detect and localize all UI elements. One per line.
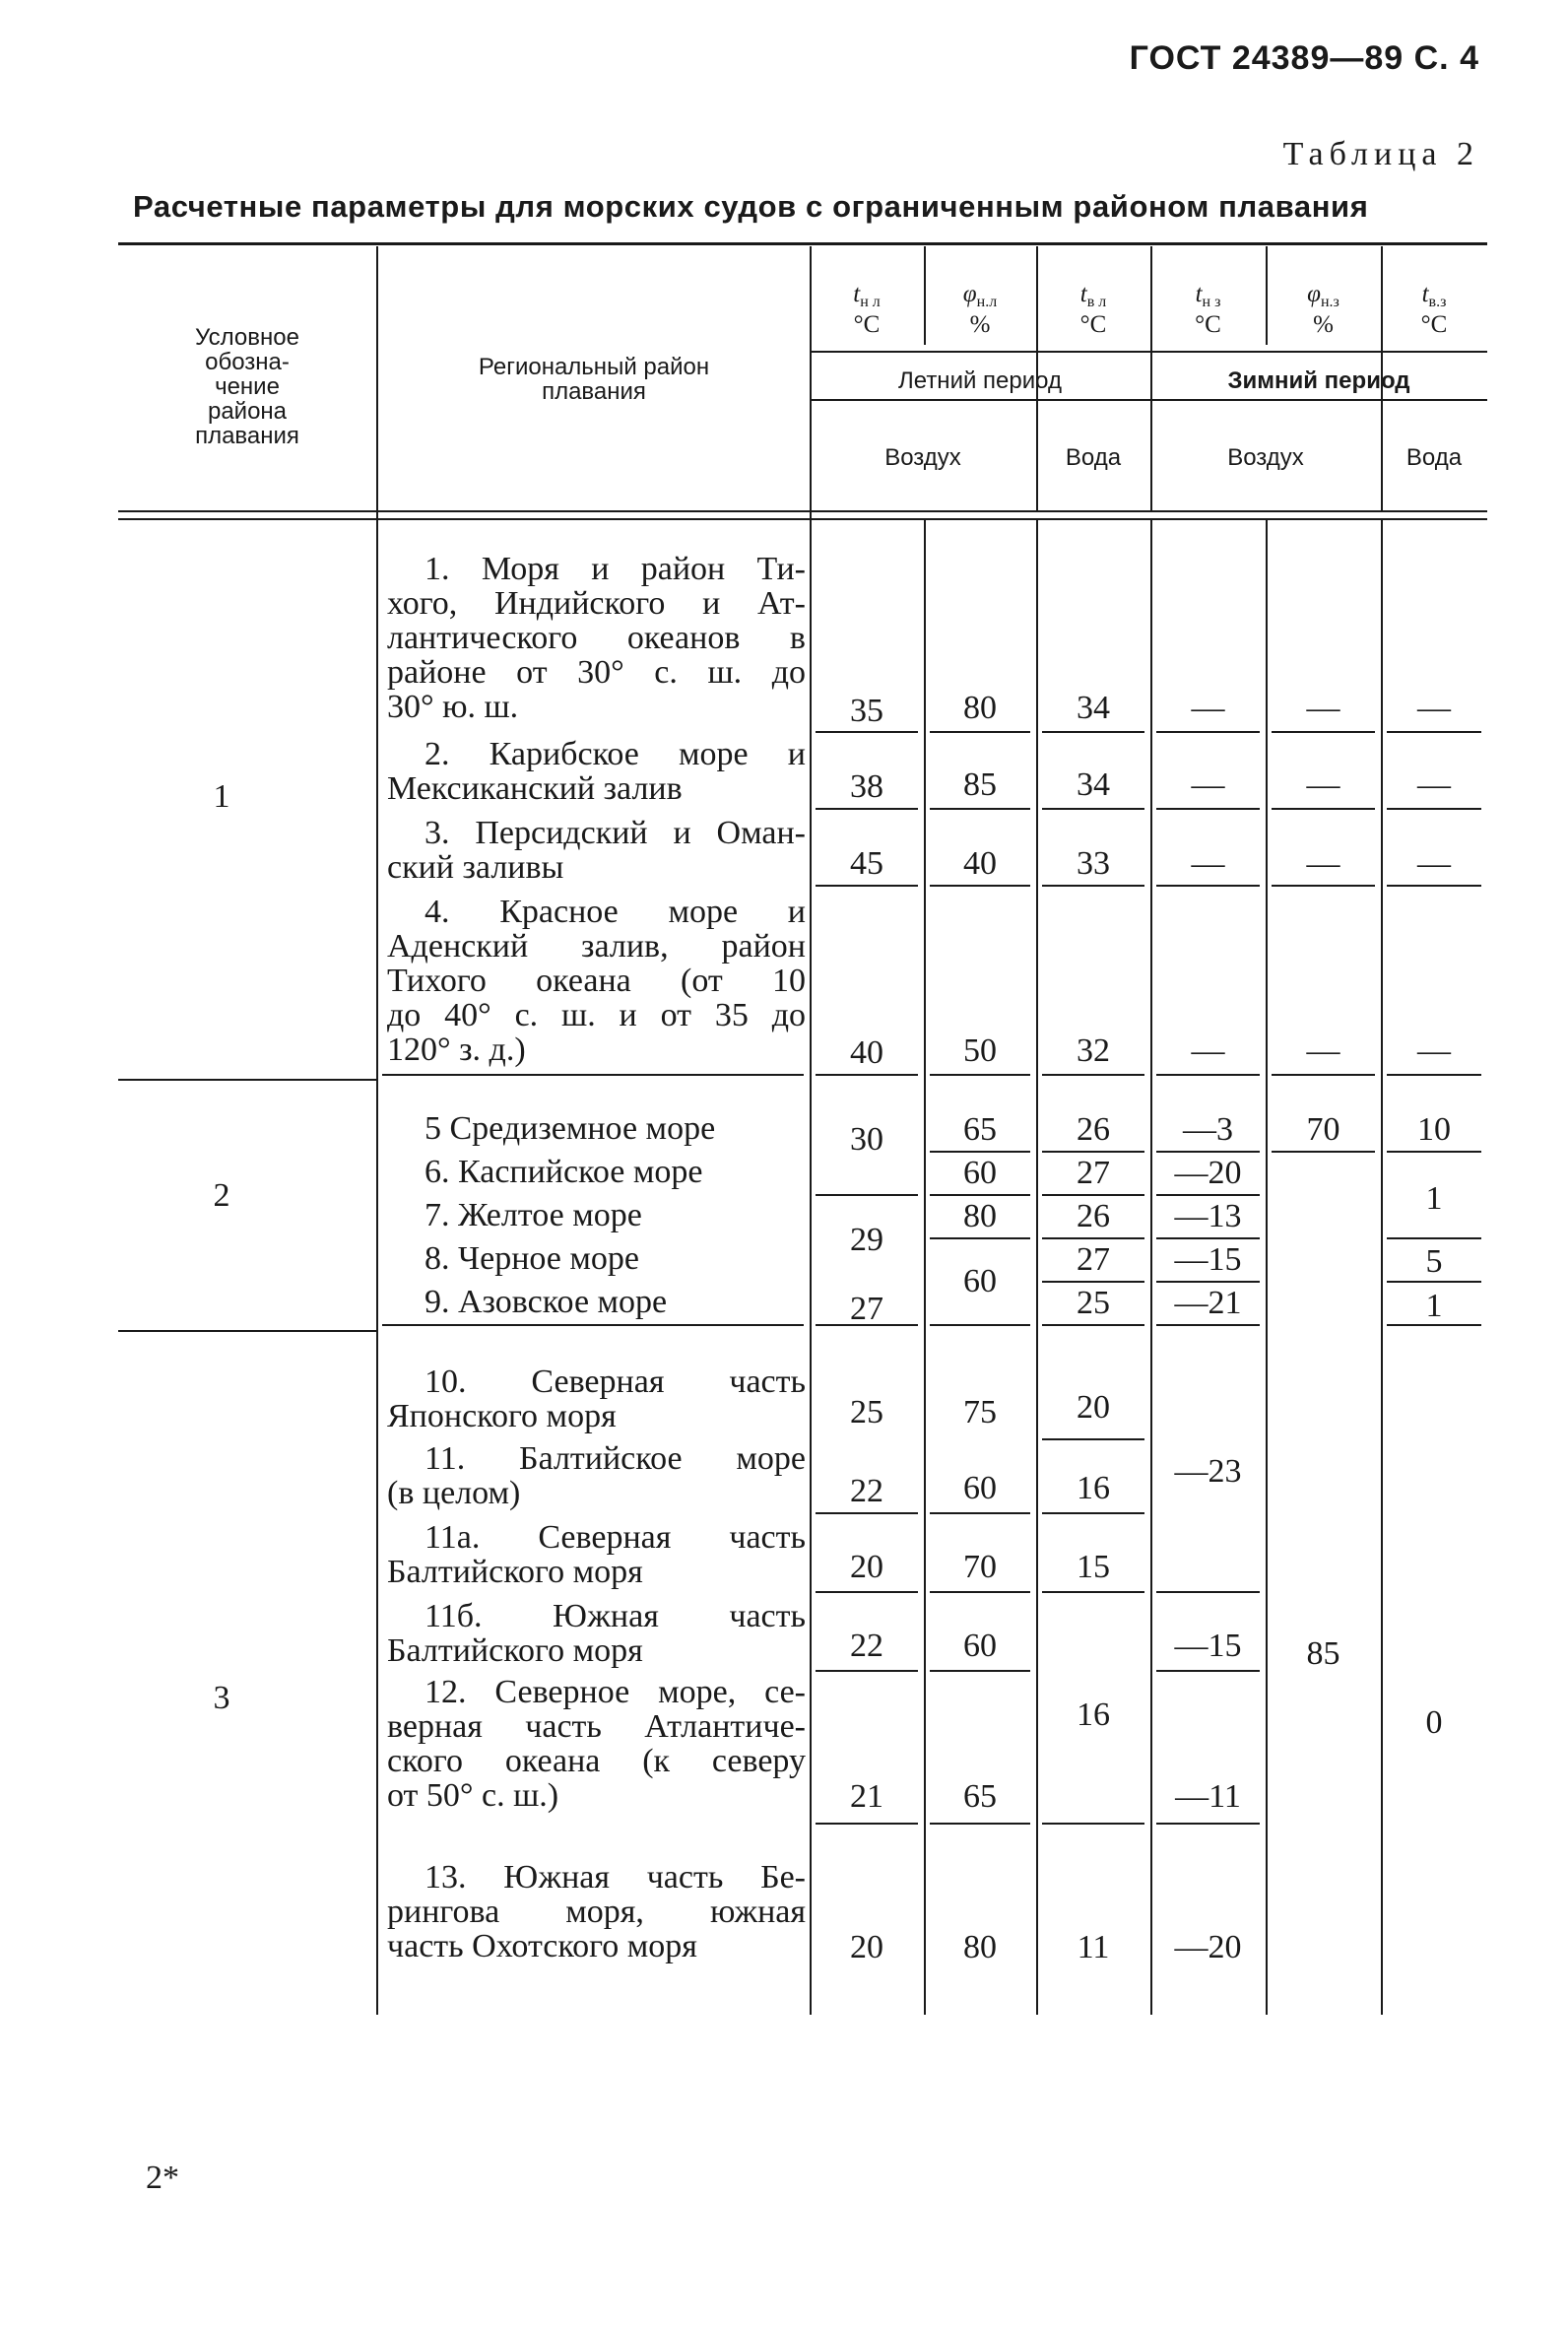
header-bottom-rule (118, 510, 1487, 512)
region-line: 4. Красное море и (425, 894, 806, 930)
region-cell (387, 1241, 806, 1276)
value-t-vz: — (1417, 766, 1451, 803)
param-symbol: $t_{н з}$ (1195, 281, 1221, 310)
cell-underline (930, 1074, 1030, 1076)
value-t-nz: — (1191, 845, 1225, 882)
table-title: Расчетные параметры для морских судов с ограниченным районом плавания (133, 189, 1369, 224)
cell-underline (1387, 1324, 1481, 1326)
region-cell (387, 1860, 806, 1963)
value-t-nl: 21 (850, 1778, 883, 1815)
cell-underline (1272, 731, 1375, 733)
region-line: Балтийского моря (387, 1554, 643, 1590)
cell-underline (930, 1591, 1030, 1593)
region-line: 7. Желтое море (425, 1197, 642, 1233)
region-line: 3. Персидский и Оман- (425, 815, 806, 851)
cell-underline (1272, 1151, 1375, 1153)
region-cell (387, 552, 806, 724)
winter-period-header: Зимний период (1227, 367, 1410, 394)
body-div-4 (1266, 520, 1268, 2015)
cell-underline (1042, 1823, 1144, 1825)
cell-underline (816, 808, 918, 810)
param-unit: °C (853, 311, 881, 338)
document-header: ГОСТ 24389—89 С. 4 (1129, 39, 1479, 77)
cell-underline (816, 1074, 918, 1076)
value-t-vl: 33 (1077, 845, 1110, 882)
zone-code-header-line: обозна- (205, 349, 290, 375)
cell-underline (1272, 1074, 1375, 1076)
value-t-vl: 20 (1077, 1389, 1110, 1426)
value-t-nz: —11 (1175, 1778, 1241, 1815)
value-phi-nl: 60 (963, 1155, 997, 1191)
region-cell (387, 737, 806, 806)
col-divider-zone (376, 246, 378, 2015)
cell-underline (1387, 1237, 1481, 1239)
value-t-vz: — (1417, 1032, 1451, 1069)
region-line: хого, Индийского и Ат- (387, 585, 806, 622)
region-line: лантического океанов в (387, 620, 806, 656)
param-unit: °C (1195, 311, 1221, 338)
region-cell (387, 895, 806, 1067)
region-line: 2. Карибское море и (425, 736, 806, 772)
value-t-vz: 5 (1425, 1243, 1443, 1280)
param-unit: °C (1079, 311, 1107, 338)
value-t-nl: 35 (850, 693, 883, 729)
cell-underline (1042, 731, 1144, 733)
cell-underline (1042, 1237, 1144, 1239)
cell-underline (1387, 731, 1481, 733)
region-line: Балтийского моря (387, 1632, 643, 1669)
value-t-vl: 27 (1077, 1155, 1110, 1191)
param-header-t-vl (1036, 281, 1150, 339)
region-header-line: Региональный район (478, 354, 710, 380)
value-phi-nl: 85 (963, 766, 997, 803)
region-cell (387, 1111, 806, 1146)
region-line: часть Охотского моря (387, 1928, 697, 1964)
value-t-vz: 0 (1425, 1704, 1443, 1741)
cell-underline (1156, 1670, 1260, 1672)
region-cell (387, 1285, 806, 1319)
value-t-nl: 40 (850, 1034, 883, 1071)
region-line: 11. Балтийское море (425, 1440, 806, 1477)
value-t-vl: 16 (1077, 1470, 1110, 1506)
value-t-nl: 27 (850, 1291, 883, 1327)
value-t-nz: — (1191, 1032, 1225, 1069)
cell-underline (382, 1324, 804, 1326)
body-div-3 (1150, 520, 1152, 2015)
region-line: 11а. Северная часть (425, 1519, 806, 1556)
cell-underline (1156, 1591, 1260, 1593)
cell-underline (930, 1194, 1030, 1196)
region-line: от 50° с. ш.) (387, 1777, 559, 1814)
col-divider-region (810, 246, 812, 2015)
value-t-nz: —13 (1174, 1198, 1242, 1234)
value-phi-nl: 60 (963, 1263, 997, 1299)
param-header-phi-nz (1266, 281, 1381, 339)
value-t-vz: 10 (1417, 1111, 1451, 1148)
cell-underline (1387, 1151, 1481, 1153)
value-t-nz: —23 (1174, 1453, 1242, 1490)
value-phi-nz: 70 (1306, 1111, 1340, 1148)
header-bottom-rule-2 (118, 518, 1487, 520)
value-t-vl: 15 (1077, 1549, 1110, 1585)
summer-period-header: Летний период (898, 367, 1062, 394)
region-cell (387, 1364, 806, 1433)
cell-underline (930, 1151, 1030, 1153)
cell-underline (816, 1512, 918, 1514)
cell-underline (1156, 885, 1260, 887)
value-t-nl: 20 (850, 1549, 883, 1585)
cell-underline (816, 1823, 918, 1825)
cell-underline (930, 1823, 1030, 1825)
cell-underline (930, 731, 1030, 733)
cell-underline (1387, 1074, 1481, 1076)
region-cell (387, 1675, 806, 1813)
value-t-vl: 26 (1077, 1111, 1110, 1148)
value-phi-nl: 75 (963, 1394, 997, 1430)
value-t-nz: —15 (1174, 1628, 1242, 1664)
cell-underline (1272, 885, 1375, 887)
region-cell (387, 1198, 806, 1232)
cell-underline (816, 1670, 918, 1672)
value-t-vl: 34 (1077, 766, 1110, 803)
zone-code-header-line: плавания (195, 423, 299, 449)
param-unit: % (969, 311, 991, 338)
region-line: 8. Черное море (425, 1240, 639, 1277)
region-line: (в целом) (387, 1475, 521, 1511)
value-t-nz: —20 (1174, 1929, 1242, 1965)
value-phi-nl: 60 (963, 1470, 997, 1506)
region-header (378, 355, 810, 404)
value-phi-nz: — (1306, 1032, 1340, 1069)
cell-underline (816, 731, 918, 733)
value-phi-nl: 40 (963, 845, 997, 882)
cell-underline (1156, 731, 1260, 733)
value-t-nl: 38 (850, 768, 883, 805)
zone-code-header-line: Условное (195, 324, 299, 351)
cell-underline (1042, 808, 1144, 810)
value-phi-nz: — (1306, 766, 1340, 803)
region-cell (387, 1520, 806, 1589)
value-t-nl: 22 (850, 1628, 883, 1664)
value-t-vl: 27 (1077, 1241, 1110, 1278)
value-phi-nl: 80 (963, 1198, 997, 1234)
param-unit: % (1313, 311, 1334, 338)
region-line: ский заливы (387, 849, 564, 886)
cell-underline (1156, 1194, 1260, 1196)
value-phi-nl: 80 (963, 1929, 997, 1965)
zone-code: 2 (213, 1177, 230, 1214)
value-t-vz: 1 (1425, 1288, 1443, 1324)
region-line: Мексиканский залив (387, 770, 683, 807)
cell-underline (1156, 808, 1260, 810)
zone-code: 3 (213, 1680, 230, 1716)
value-t-vl: 32 (1077, 1032, 1110, 1069)
winter-air-header: Воздух (1227, 444, 1304, 471)
region-line: до 40° с. ш. и от 35 до (387, 997, 806, 1033)
hdr-sym-rule (810, 351, 1487, 353)
zone-separator-2-3 (118, 1330, 376, 1332)
cell-underline (1156, 1281, 1260, 1283)
value-t-nz: —3 (1183, 1111, 1233, 1148)
value-phi-nl: 60 (963, 1628, 997, 1664)
value-t-vl: 26 (1077, 1198, 1110, 1234)
region-line: районе от 30° с. ш. до (387, 654, 806, 691)
region-line: 11б. Южная часть (425, 1598, 806, 1634)
param-unit: °C (1420, 311, 1448, 338)
region-line: ского океана (к северу (387, 1743, 806, 1779)
table-top-rule (118, 242, 1487, 245)
cell-underline (930, 1324, 1030, 1326)
region-cell (387, 1155, 806, 1189)
value-phi-nl: 50 (963, 1032, 997, 1069)
region-line: верная часть Атлантиче- (387, 1708, 806, 1745)
value-phi-nz: — (1306, 845, 1340, 882)
value-t-nl: 30 (850, 1121, 883, 1158)
value-t-nl: 45 (850, 845, 883, 882)
region-line: рингова моря, южная (387, 1894, 806, 1930)
cell-underline (1042, 1074, 1144, 1076)
cell-underline (1272, 808, 1375, 810)
cell-underline (1042, 885, 1144, 887)
region-header-line: плавания (542, 378, 646, 405)
value-t-nz: — (1191, 690, 1225, 726)
cell-underline (930, 1670, 1030, 1672)
cell-underline (816, 1194, 918, 1196)
value-phi-nl: 65 (963, 1111, 997, 1148)
region-cell (387, 1441, 806, 1510)
cell-underline (1387, 885, 1481, 887)
hdr-period-rule (810, 399, 1487, 401)
param-header-t-nz (1150, 281, 1266, 339)
zone-separator-1-2 (118, 1079, 376, 1081)
value-t-nz: —15 (1174, 1241, 1242, 1278)
cell-underline (1156, 1074, 1260, 1076)
cell-underline (1042, 1281, 1144, 1283)
value-phi-nl: 80 (963, 690, 997, 726)
region-line: 120° з. д.) (387, 1031, 526, 1068)
param-symbol: $t_{в л}$ (1079, 281, 1107, 310)
cell-underline (1042, 1151, 1144, 1153)
cell-underline (930, 808, 1030, 810)
cell-underline (1042, 1512, 1144, 1514)
cell-underline (1042, 1194, 1144, 1196)
zone-code: 1 (213, 778, 230, 815)
cell-underline (1387, 808, 1481, 810)
region-line: 1. Моря и район Ти- (425, 551, 806, 587)
value-t-vl: 11 (1077, 1929, 1110, 1965)
value-t-vz: 1 (1425, 1180, 1443, 1217)
cell-underline (816, 1591, 918, 1593)
cell-underline (930, 1512, 1030, 1514)
region-line: 9. Азовское море (425, 1284, 668, 1320)
param-header-phi-nl (924, 281, 1036, 339)
value-phi-nz: — (1306, 690, 1340, 726)
param-symbol: $\varphi_{н.з}$ (1307, 281, 1339, 310)
value-t-vl: 25 (1077, 1285, 1110, 1321)
zone-code-header-line: района (207, 398, 288, 425)
value-t-nz: —20 (1174, 1155, 1242, 1191)
body-div-2 (1036, 520, 1038, 2015)
region-cell (387, 1599, 806, 1668)
cell-underline (1042, 1591, 1144, 1593)
value-t-nz: — (1191, 766, 1225, 803)
cell-underline (1387, 1281, 1481, 1283)
summer-air-header: Воздух (884, 444, 961, 471)
summer-water-header: Вода (1065, 444, 1122, 471)
value-t-vl: 34 (1077, 690, 1110, 726)
cell-underline (1156, 1237, 1260, 1239)
region-line: 12. Северное море, се- (425, 1674, 806, 1710)
region-line: 6. Каспийское море (425, 1154, 703, 1190)
winter-water-header: Вода (1405, 444, 1463, 471)
param-symbol: $t_{в.з}$ (1421, 281, 1447, 310)
region-line: Тихого океана (от 10 (387, 963, 806, 999)
region-line: 5 Средиземное море (425, 1110, 716, 1147)
cell-underline (1156, 1151, 1260, 1153)
region-line: 30° ю. ш. (387, 689, 519, 725)
zone-code-header (118, 325, 376, 448)
zone-code-header-line: чение (215, 373, 280, 400)
value-t-nl: 25 (850, 1394, 883, 1430)
param-header-t-vz (1381, 281, 1487, 339)
value-t-nl: 22 (850, 1473, 883, 1509)
value-phi-nz: 85 (1306, 1635, 1340, 1672)
param-symbol: $t_{н л}$ (853, 281, 881, 310)
region-line: 10. Северная часть (425, 1364, 806, 1400)
value-phi-nl: 70 (963, 1549, 997, 1585)
page-number: 2* (146, 2160, 179, 2196)
value-t-vl: 16 (1077, 1696, 1110, 1733)
table-label: Таблица 2 (1282, 136, 1479, 172)
value-phi-nl: 65 (963, 1778, 997, 1815)
value-t-nl: 29 (850, 1222, 883, 1258)
region-cell (387, 816, 806, 885)
cell-underline (930, 1237, 1030, 1239)
region-line: 13. Южная часть Бе- (425, 1859, 806, 1896)
cell-underline (1042, 1438, 1144, 1440)
cell-underline (1156, 1324, 1260, 1326)
param-symbol: $\varphi_{н.л}$ (962, 281, 998, 310)
cell-underline (1156, 1823, 1260, 1825)
value-t-vz: — (1417, 690, 1451, 726)
region-line: Японского моря (387, 1398, 617, 1434)
cell-underline (816, 1324, 918, 1326)
cell-underline (816, 885, 918, 887)
value-t-vz: — (1417, 845, 1451, 882)
region-line: Аденский залив, район (387, 928, 806, 964)
cell-underline (930, 885, 1030, 887)
value-t-nl: 20 (850, 1929, 883, 1965)
value-t-nz: —21 (1174, 1285, 1242, 1321)
cell-underline (382, 1074, 804, 1076)
cell-underline (1042, 1324, 1144, 1326)
param-header-t-nl (810, 281, 924, 339)
